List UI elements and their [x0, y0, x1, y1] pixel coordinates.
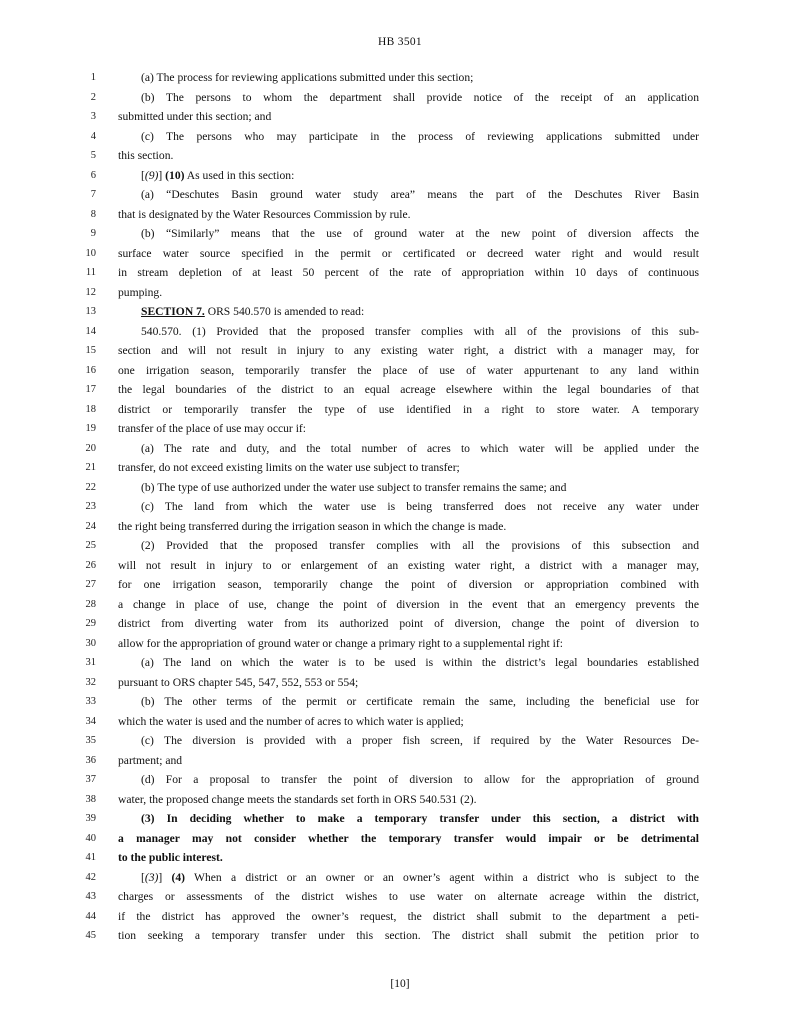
text-run: (a) The rate and duty, and the total number of acres to which water will be applied under the — [141, 441, 699, 455]
text-run: (a) The process for reviewing applications submitted under this section; — [141, 71, 474, 84]
text-run: (a) “Deschutes Basin ground water study area” means the part of the Deschutes River Basin — [141, 188, 699, 201]
text-run: the right being transferred during the irrigation season in which the change is made. — [118, 519, 507, 533]
line-number: 25 — [85, 540, 96, 551]
text-line — [0, 868, 800, 888]
text-line — [0, 926, 800, 946]
text-line — [0, 653, 800, 673]
text-line — [0, 673, 800, 693]
text-run: (c) The persons who may participate in the process of reviewing applications submitted under — [141, 129, 699, 143]
line-text — [118, 751, 699, 771]
line-number: 32 — [85, 676, 96, 688]
text-line — [0, 751, 800, 771]
italic-text-run: (9) — [144, 168, 159, 182]
page-number: [10] — [390, 978, 410, 990]
line-text — [118, 244, 699, 264]
line-number: 38 — [85, 793, 96, 805]
text-run: [ — [141, 870, 145, 884]
line-number: 30 — [85, 637, 96, 649]
text-run: will not result in injury to or enlargement of an existing water right, a district with a manager may, — [118, 558, 699, 572]
line-text — [141, 770, 699, 790]
text-run: if the district has approved the owner’s request, the district shall submit to the department a peti- — [118, 909, 699, 923]
text-run: district or temporarily transfer the type of use identified in a right to store water. A temporary — [118, 402, 699, 416]
line-number: 33 — [85, 696, 96, 707]
line-text — [141, 302, 699, 322]
line-number: 18 — [85, 403, 96, 415]
line-text — [141, 439, 699, 459]
text-run: water, the proposed change meets the standards set forth in ORS 540.531 (2). — [118, 792, 477, 806]
text-line — [0, 770, 800, 790]
line-number: 22 — [85, 481, 96, 493]
line-text — [141, 166, 699, 186]
text-run: partment; and — [118, 753, 183, 767]
line-text — [118, 361, 699, 381]
line-text — [118, 283, 699, 303]
line-number: 21 — [85, 462, 96, 473]
line-number: 40 — [85, 832, 96, 844]
line-number: 14 — [85, 325, 96, 337]
text-line — [0, 595, 800, 615]
text-line — [0, 634, 800, 654]
text-line — [0, 517, 800, 537]
line-text — [141, 185, 699, 205]
line-text — [118, 926, 699, 946]
line-text — [118, 400, 699, 420]
text-line — [0, 185, 800, 205]
text-line — [0, 400, 800, 420]
line-text — [118, 458, 699, 478]
line-number: 7 — [90, 189, 96, 200]
text-line — [0, 575, 800, 595]
line-number: 15 — [85, 345, 96, 356]
text-run: ] — [158, 168, 166, 182]
text-line — [0, 439, 800, 459]
line-number: 4 — [90, 130, 96, 142]
text-line — [0, 107, 800, 127]
text-run: (c) The diversion is provided with a proper fish screen, if required by the Water Resources De- — [141, 734, 699, 747]
text-line — [0, 692, 800, 712]
text-line — [0, 127, 800, 147]
text-run: (2) Provided that the proposed transfer complies with all the provisions of this subsection and — [141, 539, 699, 552]
text-run: which the water is used and the number of acres to which water is applied; — [118, 714, 464, 728]
text-run: this section. — [118, 149, 174, 162]
text-run: allow for the appropriation of ground water or change a primary right to a supplemental right if: — [118, 636, 563, 650]
text-line — [0, 907, 800, 927]
text-line — [0, 380, 800, 400]
line-number: 29 — [85, 618, 96, 629]
line-text — [118, 556, 699, 576]
line-number: 1 — [90, 72, 96, 83]
line-number: 9 — [90, 228, 96, 239]
text-run: (b) The persons to whom the department shall provide notice of the receipt of an application — [141, 90, 699, 104]
line-text — [141, 322, 699, 342]
line-number: 44 — [85, 910, 96, 922]
text-run: transfer of the place of use may occur if: — [118, 422, 306, 435]
line-text — [118, 575, 699, 595]
text-run: tion seeking a temporary transfer under this section. The district shall submit the petition prior to — [118, 929, 699, 942]
line-text — [141, 731, 699, 751]
line-number: 2 — [90, 91, 96, 103]
text-line — [0, 205, 800, 225]
line-text — [118, 790, 699, 810]
text-line — [0, 68, 800, 88]
text-line — [0, 322, 800, 342]
text-run: (b) The type of use authorized under the water use subject to transfer remains the same; and — [141, 480, 567, 494]
text-line — [0, 419, 800, 439]
text-line — [0, 731, 800, 751]
line-number: 6 — [90, 169, 96, 181]
document-body — [0, 68, 800, 946]
line-number: 42 — [85, 871, 96, 883]
line-text — [118, 263, 699, 283]
text-run: 540.570. (1) Provided that the proposed transfer complies with all of the provisions of this sub- — [141, 324, 699, 338]
line-number: 23 — [85, 501, 96, 512]
text-run: submitted under this section; and — [118, 110, 272, 123]
line-number: 13 — [85, 306, 96, 317]
line-text — [141, 536, 699, 556]
line-number: 37 — [85, 774, 96, 785]
line-text — [141, 809, 699, 829]
line-number: 20 — [85, 442, 96, 454]
bold-text-run: (4) — [171, 870, 186, 884]
line-text — [141, 497, 699, 517]
line-number: 17 — [85, 384, 96, 395]
bold-text-run: to the public interest. — [118, 851, 223, 864]
line-number: 41 — [85, 852, 96, 863]
text-run: one irrigation season, temporarily transfer the place of use of water appurtenant to any land within — [118, 363, 699, 377]
text-run: As used in this section: — [184, 168, 295, 182]
text-run: the legal boundaries of the district to an equal acreage elsewhere within the legal boundaries of that — [118, 383, 699, 396]
line-number: 36 — [85, 754, 96, 766]
text-line — [0, 263, 800, 283]
line-number: 39 — [85, 813, 96, 824]
line-number: 31 — [85, 657, 96, 668]
line-text — [118, 829, 699, 849]
text-run: (a) The land on which the water is to be used is within the district’s legal boundaries established — [141, 656, 699, 669]
line-number: 8 — [90, 208, 96, 220]
line-text — [118, 887, 699, 907]
line-number: 19 — [85, 423, 96, 434]
line-text — [118, 341, 699, 361]
line-number: 16 — [85, 364, 96, 376]
text-run: pumping. — [118, 285, 163, 299]
line-number: 26 — [85, 559, 96, 571]
text-line — [0, 848, 800, 868]
text-line — [0, 341, 800, 361]
text-run: ] — [158, 870, 172, 884]
text-line — [0, 283, 800, 303]
line-text — [141, 478, 699, 498]
text-line — [0, 790, 800, 810]
text-run: district from diverting water from its authorized point of diversion, change the point of diversion to — [118, 617, 699, 630]
bold-text-run: a manager may not consider whether the temporary transfer would impair or be detrimental — [118, 831, 699, 845]
text-line — [0, 478, 800, 498]
text-run: transfer, do not exceed existing limits on the water use subject to transfer; — [118, 461, 460, 474]
line-text — [141, 692, 699, 712]
text-line — [0, 361, 800, 381]
text-run: [ — [141, 168, 145, 182]
text-run: (d) For a proposal to transfer the point of diversion to allow for the appropriation of ground — [141, 773, 699, 786]
text-line — [0, 146, 800, 166]
line-number: 3 — [90, 111, 96, 122]
text-run: section and will not result in injury to any existing water right, a district with a manager may, for — [118, 344, 699, 357]
bold-text-run: (3) In deciding whether to make a temporary transfer under this section, a district with — [141, 812, 699, 825]
line-text — [141, 224, 699, 244]
text-line — [0, 224, 800, 244]
line-text — [118, 517, 699, 537]
text-run: that is designated by the Water Resources Commission by rule. — [118, 207, 411, 221]
line-number: 28 — [85, 598, 96, 610]
bold-text-run: (10) — [165, 168, 185, 182]
line-number: 12 — [85, 286, 96, 298]
line-text — [118, 419, 699, 439]
text-run: (c) The land from which the water use is being transferred does not receive any water under — [141, 500, 699, 513]
text-run: a change in place of use, change the point of diversion in the event that an emergency prevents the — [118, 597, 699, 611]
line-number: 45 — [85, 930, 96, 941]
text-line — [0, 712, 800, 732]
line-number: 5 — [90, 150, 96, 161]
line-number: 27 — [85, 579, 96, 590]
text-line — [0, 497, 800, 517]
line-text — [118, 380, 699, 400]
line-text — [118, 205, 699, 225]
line-text — [118, 712, 699, 732]
text-line — [0, 809, 800, 829]
line-text — [118, 634, 699, 654]
text-run: (b) “Similarly” means that the use of ground water at the new point of diversion affects the — [141, 227, 699, 240]
line-number: 34 — [85, 715, 96, 727]
text-run: (b) The other terms of the permit or certificate remain the same, including the beneficial use for — [141, 695, 699, 708]
text-run: for one irrigation season, temporarily change the point of diversion or appropriation combined with — [118, 578, 699, 591]
text-line — [0, 556, 800, 576]
text-line — [0, 88, 800, 108]
text-line — [0, 302, 800, 322]
page-header: HB 3501 — [378, 36, 422, 48]
line-text — [118, 673, 699, 693]
line-number: 10 — [85, 247, 96, 259]
text-run: in stream depletion of at least 50 percent of the rate of appropriation within 10 days of continuous — [118, 266, 699, 279]
line-number: 43 — [85, 891, 96, 902]
line-text — [118, 907, 699, 927]
text-line — [0, 166, 800, 186]
text-run: pursuant to ORS chapter 545, 547, 552, 553 or 554; — [118, 675, 359, 689]
line-number: 11 — [85, 267, 96, 278]
line-text — [141, 68, 699, 88]
line-text — [118, 614, 699, 634]
text-line — [0, 536, 800, 556]
line-text — [141, 653, 699, 673]
bold-text-run: SECTION 7. — [141, 305, 205, 318]
line-text — [118, 848, 699, 868]
text-line — [0, 887, 800, 907]
text-line — [0, 614, 800, 634]
line-text — [141, 88, 699, 108]
text-run: ORS 540.570 is amended to read: — [204, 305, 365, 318]
line-text — [141, 868, 699, 888]
line-number: 24 — [85, 520, 96, 532]
text-run: surface water source specified in the permit or certificated or decreed water right and would result — [118, 246, 699, 260]
line-number: 35 — [85, 735, 96, 746]
text-run: When a district or an owner or an owner’s agent within a district who is subject to the — [185, 870, 699, 884]
text-line — [0, 458, 800, 478]
line-text — [141, 127, 699, 147]
line-text — [118, 595, 699, 615]
text-run: charges or assessments of the district wishes to use water on alternate acreage within the district, — [118, 890, 699, 903]
line-text — [118, 107, 699, 127]
text-line — [0, 829, 800, 849]
text-line — [0, 244, 800, 264]
line-text — [118, 146, 699, 166]
italic-text-run: (3) — [144, 870, 159, 884]
